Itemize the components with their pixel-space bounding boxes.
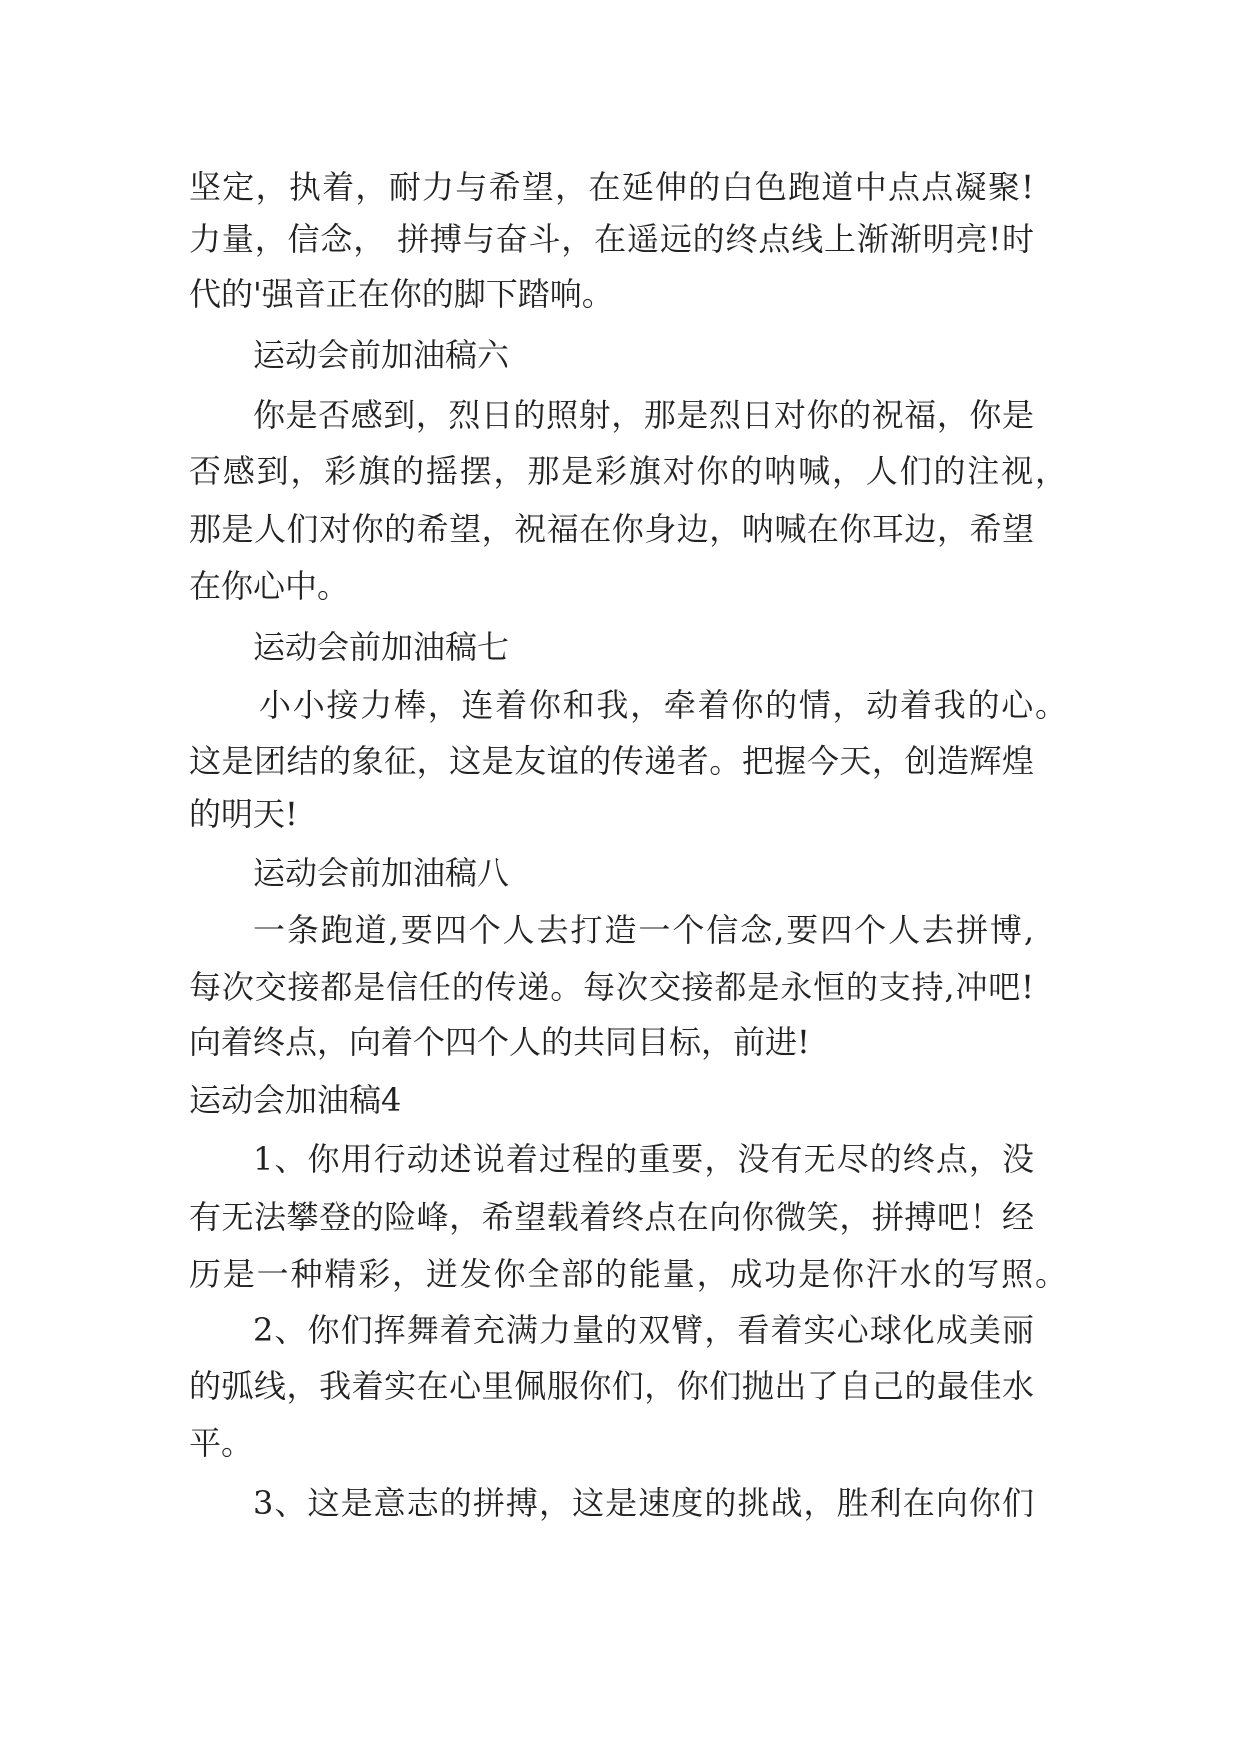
text-line: 的明天! (189, 795, 298, 833)
text-line: 力量，信念， 拼搏与奋斗，在遥远的终点线上渐渐明亮!时 (189, 220, 1034, 258)
section-heading: 运动会前加油稿六 (253, 336, 510, 374)
text-line: 2、你们挥舞着充满力量的双臂，看着实心球化成美丽 (253, 1311, 1034, 1349)
text-line: 一条跑道,要四个人去打造一个信念,要四个人去拼博, (253, 911, 1034, 949)
text-line: 向着终点，向着个四个人的共同目标，前进! (189, 1023, 810, 1061)
text-line: 在你心中。 (189, 567, 350, 605)
text-line: 代的'强音正在你的脚下踏响。 (189, 275, 614, 313)
text-line: 3、这是意志的拼搏，这是速度的挑战，胜利在向你们 (253, 1484, 1034, 1522)
section-heading: 运动会前加油稿七 (253, 628, 510, 666)
text-line: 1、你用行动述说着过程的重要，没有无尽的终点，没 (253, 1140, 1034, 1178)
text-line: 有无法攀登的险峰，希望载着终点在向你微笑，拼搏吧！经 (189, 1198, 1034, 1236)
text-line: 每次交接都是信任的传递。每次交接都是永恒的支持,冲吧! (189, 968, 1034, 1006)
text-line: 否感到，彩旗的摇摆，那是彩旗对你的呐喊，人们的注视， (189, 452, 1067, 490)
text-line: 那是人们对你的希望，祝福在你身边，呐喊在你耳边，希望 (189, 510, 1034, 548)
text-line: 的弧线，我着实在心里佩服你们，你们抛出了自己的最佳水 (189, 1367, 1034, 1405)
section-heading: 运动会前加油稿八 (253, 854, 510, 892)
text-line: 你是否感到，烈日的照射，那是烈日对你的祝福，你是 (253, 396, 1034, 434)
text-line: 这是团结的象征，这是友谊的传递者。把握今天，创造辉煌 (189, 742, 1034, 780)
article-title: 运动会加油稿4 (189, 1081, 402, 1119)
text-line: 小小接力棒，连着你和我，牵着你的情，动着我的心。 (259, 686, 1067, 724)
text-line: 历是一种精彩，迸发你全部的能量，成功是你汗水的写照。 (189, 1255, 1067, 1293)
text-line: 平。 (189, 1424, 254, 1462)
text-line: 坚定，执着，耐力与希望，在延伸的白色跑道中点点凝聚! (189, 168, 1034, 206)
